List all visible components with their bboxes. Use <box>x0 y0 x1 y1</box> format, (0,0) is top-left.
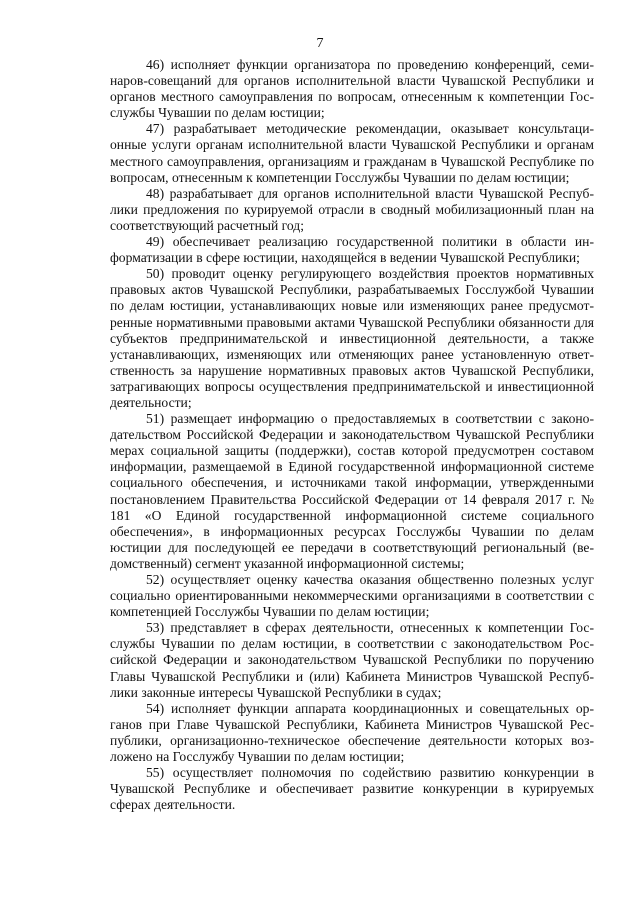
page-number: 7 <box>316 36 324 51</box>
paragraph-55: 55) осуществляет полномочия по содействию развитию конкуренции в Чувашской Республике и обеспечивает развитие конкуренции в курируемых сферах деятельности. <box>110 765 594 813</box>
paragraph-53: 53) представляет в сферах деятельности, отнесенных к компетенции Госслужбы Чувашии по делам юстиции, в соответствии с законодательством Российской Федерации и законодательством Чувашской Республики по поручению Главы Чувашской Республики и (или) Кабинета Министров Чувашской Республики законные интересы Чувашской Республики в судах; <box>110 620 594 700</box>
paragraph-50: 50) проводит оценку регулирующего воздействия проектов нормативных правовых актов Чувашской Республики, разрабатываемых Госслужбой Чувашии по делам юстиции, устанавливающих новые или изменяющих ранее предусмотренные нормативными правовыми актами Чувашской Республики обязанности для субъектов предпринимательской и инвестиционной деятельности, а также устанавливающих, изменяющих или отменяющих ранее установленную ответственность за нарушение нормативных правовых актов Чувашской Республики, затрагивающих вопросы осуществления предпринимательской и инвестиционной деятельности; <box>110 266 594 410</box>
paragraph-54: 54) исполняет функции аппарата координационных и совещательных органов при Главе Чувашской Республики, Кабинета Министров Чувашской Республики, организационно-техническое обеспечение деятельности которых возложено на Госслужбу Чувашии по делам юстиции; <box>110 700 594 765</box>
paragraph-46: 46) исполняет функции организатора по проведению конференций, семинаров-совещаний для органов исполнительной власти Чувашской Республики и органов местного самоуправления по вопросам, отнесенным к компетенции Госслужбы Чувашии по делам юстиции; <box>110 57 594 121</box>
paragraph-52: 52) осуществляет оценку качества оказания общественно полезных услуг социально ориентированными некоммерческими организациями в соответствии с компетенцией Госслужбы Чувашии по делам юстиции; <box>110 572 594 620</box>
paragraph-49: 49) обеспечивает реализацию государственной политики в области информатизации в сфере юстиции, находящейся в ведении Чувашской Республики; <box>110 234 594 266</box>
paragraph-48: 48) разрабатывает для органов исполнительной власти Чувашской Республики предложения по курируемой отрасли в сводный мобилизационный план на соответствующий расчетный год; <box>110 185 594 233</box>
paragraph-47: 47) разрабатывает методические рекомендации, оказывает консультационные услуги органам исполнительной власти Чувашской Республики и органам местного самоуправления, организациям и гражданам в Чувашской Республике по вопросам, отнесенным к компетенции Госслужбы Чувашии по делам юстиции; <box>110 121 594 185</box>
document-body <box>110 57 594 813</box>
paragraph-51: 51) размещает информацию о предоставляемых в соответствии с законодательством Российской Федерации и законодательством Чувашской Республики мерах социальной защиты (поддержки), состав которой предусмотрен составом информации, размещаемой в Единой государственной информационной системе социального обеспечения, и источниками такой информации, утвержденными постановлением Правительства Российской Федерации от 14 февраля 2017 г. № 181 «О Единой государственной информационной системе социального обеспечения», в информационных ресурсах Госслужбы Чувашии по делам юстиции для последующей ее передачи в соответствующий региональный (ведомственный) сегмент указанной информационной системы; <box>110 411 594 571</box>
